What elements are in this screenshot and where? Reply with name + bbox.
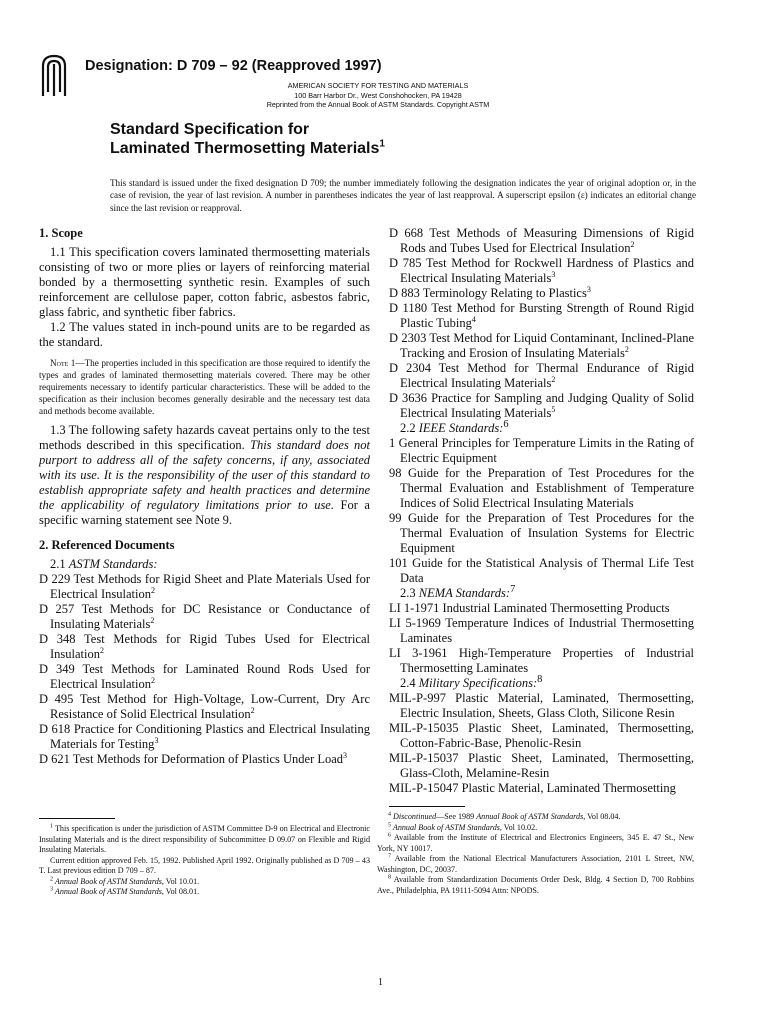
reference-footnote-ref: 5 bbox=[551, 404, 556, 414]
section-heading-scope: 1. Scope bbox=[39, 226, 83, 240]
reference-text: D 349 Test Methods for Laminated Round Rods Used for Electrical Insulation bbox=[39, 662, 370, 691]
sub-title: IEEE Standards: bbox=[418, 421, 504, 435]
footnote-text: Available from the Institute of Electrical and Electronics Engineers, 345 E. 47 St., New York, NY 10017. bbox=[377, 833, 694, 853]
sub-label: 2.2 bbox=[400, 421, 419, 435]
reference-item bbox=[389, 691, 694, 721]
reference-item bbox=[389, 646, 694, 676]
paragraph-1-2: 1.2 The values stated in inch-pound units are to be regarded as the standard. bbox=[39, 320, 370, 349]
reference-text: D 229 Test Methods for Rigid Sheet and Plate Materials Used for Electrical Insulation bbox=[39, 572, 370, 601]
footnote-rule bbox=[39, 818, 115, 819]
reference-footnote-ref: 2 bbox=[624, 344, 629, 354]
reference-text: D 348 Test Methods for Rigid Tubes Used for Electrical Insulation bbox=[39, 632, 370, 661]
footnote bbox=[39, 887, 370, 898]
intro-paragraph: This standard is issued under the fixed designation D 709; the number immediately following the designation indicates the year of original adoption or, in the case of revision, the year of last revision. A number in parentheses indicates the year of last reapproval. A superscript epsilon (ε) indicates an editorial change since the last revision or reapproval. bbox=[110, 178, 696, 213]
reference-item bbox=[389, 256, 694, 286]
sub-footnote-ref: 6 bbox=[503, 418, 509, 430]
reference-item bbox=[389, 361, 694, 391]
footnote bbox=[39, 824, 370, 856]
subsection-ieee bbox=[389, 418, 694, 436]
title-text: Laminated Thermosetting Materials bbox=[110, 140, 380, 157]
title-line-1: Standard Specification for bbox=[110, 121, 310, 138]
page-title bbox=[110, 120, 385, 158]
reference-footnote-ref: 2 bbox=[250, 705, 255, 715]
reference-text: MIL-P-15047 Plastic Material, Laminated Thermosetting bbox=[389, 781, 676, 795]
footnote-text: , Vol 10.01. bbox=[161, 876, 200, 886]
reference-item bbox=[389, 331, 694, 361]
reference-footnote-ref: 2 bbox=[151, 675, 156, 685]
sub-label: 2.4 bbox=[400, 676, 419, 690]
footnote-rule bbox=[389, 806, 465, 807]
reference-footnote-ref: 2 bbox=[630, 239, 635, 249]
footnotes-right bbox=[377, 812, 694, 896]
footnote bbox=[39, 877, 370, 888]
title-footnote-ref: 1 bbox=[379, 138, 385, 150]
reference-item bbox=[39, 602, 370, 632]
society-address bbox=[208, 81, 548, 110]
footnote-text: Available from Standardization Documents Order Desk, Bldg. 4 Section D, 700 Robbins Ave., Philadelphia, PA 19111-5094 Attn: NPODS. bbox=[377, 875, 694, 895]
reference-text: D 618 Practice for Conditioning Plastics and Electrical Insulating Materials for Testing bbox=[39, 722, 370, 751]
footnote-number: 1 bbox=[50, 823, 53, 830]
society-line: 100 Barr Harbor Dr., West Conshohocken, PA 19428 bbox=[294, 90, 462, 100]
p3-start: 1.3 The following safety hazards caveat pertains only to the test methods described in this specification. bbox=[39, 423, 370, 452]
footnote-number: 8 bbox=[388, 874, 391, 881]
footnote-number: 7 bbox=[388, 853, 391, 860]
footnote-number: 5 bbox=[388, 821, 391, 828]
reference-text: 101 Guide for the Statistical Analysis of Thermal Life Test Data bbox=[389, 556, 694, 585]
paragraph-1-3 bbox=[39, 423, 370, 528]
footnote-number: 4 bbox=[388, 811, 391, 818]
footnote-italic: Annual Book of ASTM Standards bbox=[53, 887, 162, 896]
sub-footnote-ref: 8 bbox=[537, 673, 543, 685]
footnote bbox=[377, 823, 694, 834]
footnote-text: This specification is under the jurisdiction of ASTM Committee D-9 on Electrical and Electronic Insulating Materials and is the direct responsibility of Subcommittee D 09.07 on Flexible and Rigid Insulating Materials. bbox=[39, 824, 370, 854]
reference-text: 98 Guide for the Preparation of Test Procedures for the Thermal Evaluation and Establishment of Temperature Indices of Solid Electrical Insulating Materials bbox=[389, 466, 694, 510]
p3-caveat: This standard does not purport to address all of the safety concerns, if any, associated with its use. It is the responsibility of the user of this standard to establish appropriate safety and health practices and determine the applicability of regulatory limitations prior to use. bbox=[39, 438, 370, 512]
sub-title: ASTM Standards: bbox=[68, 557, 158, 571]
footnote bbox=[377, 812, 694, 823]
reference-item bbox=[39, 572, 370, 602]
reference-text: LI 1-1971 Industrial Laminated Thermosetting Products bbox=[389, 601, 670, 615]
reference-footnote-ref: 2 bbox=[150, 615, 155, 625]
subsection-astm bbox=[39, 557, 370, 572]
reference-text: D 785 Test Method for Rockwell Hardness of Plastics and Electrical Insulating Materials bbox=[389, 256, 694, 285]
right-column bbox=[389, 226, 694, 796]
footnote-italic: Annual Book of ASTM Standards bbox=[391, 822, 500, 832]
footnote-text: —See 1989 bbox=[436, 812, 477, 821]
reference-text: MIL-P-15037 Plastic Sheet, Laminated, Thermosetting, Glass-Cloth, Melamine-Resin bbox=[389, 751, 694, 780]
note-label: Note 1 bbox=[50, 358, 76, 368]
reference-text: D 3636 Practice for Sampling and Judging Quality of Solid Electrical Insulating Materials bbox=[389, 391, 694, 420]
reference-item bbox=[389, 511, 694, 556]
footnote-text: , Vol 10.02. bbox=[499, 822, 538, 832]
reference-text: D 621 Test Methods for Deformation of Plastics Under Load bbox=[39, 752, 344, 766]
footnote bbox=[377, 854, 694, 875]
title-line-2 bbox=[110, 139, 385, 158]
astm-list-left bbox=[39, 572, 370, 767]
society-line: Reprinted from the Annual Book of ASTM Standards. Copyright ASTM bbox=[266, 100, 490, 109]
reference-text: D 257 Test Methods for DC Resistance or Conductance of Insulating Materials bbox=[39, 602, 370, 631]
reference-item bbox=[389, 226, 694, 256]
sub-label: 2.3 bbox=[400, 586, 419, 600]
ieee-list bbox=[389, 436, 694, 586]
astm-logo bbox=[39, 52, 69, 98]
p3-end: For a specific warning statement see Note 9. bbox=[39, 498, 370, 527]
reference-item bbox=[389, 781, 694, 796]
page-number: 1 bbox=[378, 977, 383, 988]
paragraph-1-1: 1.1 This specification covers laminated thermosetting materials consisting of two or more plies or layers of reinforcing material bonded by a thermosetting synthetic resin. Examples of such reinforcement are cellulose paper, cotton fabric, asbestos fabric, glass fabric, and synthetic fiber fabrics. bbox=[39, 245, 370, 319]
reference-item bbox=[389, 301, 694, 331]
reference-item bbox=[39, 692, 370, 722]
reference-footnote-ref: 4 bbox=[471, 314, 476, 324]
footnotes-left bbox=[39, 824, 370, 898]
sub-footnote-ref: 7 bbox=[510, 583, 516, 595]
footnote-italic: Annual Book of ASTM Standards bbox=[53, 876, 162, 886]
designation: Designation: D 709 – 92 (Reapproved 1997) bbox=[85, 58, 382, 74]
reference-text: D 2304 Test Method for Thermal Endurance of Rigid Electrical Insulating Materials bbox=[389, 361, 694, 390]
reference-text: D 668 Test Methods of Measuring Dimensions of Rigid Rods and Tubes Used for Electrical Insulation bbox=[389, 226, 694, 255]
sub-title: Military Specifications: bbox=[418, 676, 538, 690]
reference-text: MIL-P-15035 Plastic Sheet, Laminated, Thermosetting, Cotton-Fabric-Base, Phenolic-Resin bbox=[389, 721, 694, 750]
reference-text: MIL-P-997 Plastic Material, Laminated, Thermosetting, Electric Insulation, Sheets, Glass Cloth, Silicone Resin bbox=[389, 691, 694, 720]
reference-text: D 1180 Test Method for Bursting Strength of Round Rigid Plastic Tubing bbox=[389, 301, 694, 330]
reference-footnote-ref: 2 bbox=[151, 585, 156, 595]
reference-text: D 883 Terminology Relating to Plastics bbox=[389, 286, 587, 300]
reference-footnote-ref: 3 bbox=[154, 735, 159, 745]
note-1 bbox=[39, 357, 370, 417]
reference-item bbox=[389, 616, 694, 646]
reference-text: D 495 Test Method for High-Voltage, Low-Current, Dry Arc Resistance of Solid Electrical Insulation bbox=[39, 692, 370, 721]
footnote bbox=[377, 875, 694, 896]
reference-item bbox=[389, 601, 694, 616]
sub-label: 2.1 bbox=[50, 557, 69, 571]
society-line: AMERICAN SOCIETY FOR TESTING AND MATERIALS bbox=[287, 81, 469, 90]
reference-item bbox=[389, 391, 694, 421]
reference-text: LI 5-1969 Temperature Indices of Industrial Thermosetting Laminates bbox=[389, 616, 694, 645]
reference-item bbox=[39, 722, 370, 752]
reference-text: D 2303 Test Method for Liquid Contaminant, Inclined-Plane Tracking and Erosion of Insulating Materials bbox=[389, 331, 694, 360]
footnote-italic: Discontinued bbox=[391, 812, 437, 821]
footnote-text: , Vol 08.04. bbox=[583, 812, 621, 821]
reference-item bbox=[389, 286, 694, 301]
footnote-number: 3 bbox=[50, 886, 53, 893]
reference-text: 99 Guide for the Preparation of Test Procedures for the Thermal Evaluation of Insulation Systems for Electric Equipment bbox=[389, 511, 694, 555]
reference-item bbox=[389, 556, 694, 586]
footnote-text: Available from the National Electrical Manufacturers Association, 2101 L Street, NW, Washington, DC, 20037. bbox=[377, 854, 694, 874]
reference-footnote-ref: 2 bbox=[551, 374, 556, 384]
reference-item bbox=[389, 751, 694, 781]
footnote-text: Current edition approved Feb. 15, 1992. Published April 1992. Originally published as D 709 – 43 T. Last previous edition D 709 – 87. bbox=[39, 855, 370, 875]
reference-item bbox=[39, 632, 370, 662]
footnote bbox=[377, 833, 694, 854]
reference-footnote-ref: 3 bbox=[551, 269, 556, 279]
left-column bbox=[39, 226, 370, 767]
footnote-italic: Annual Book of ASTM Standards bbox=[476, 812, 584, 821]
reference-text: 1 General Principles for Temperature Limits in the Rating of Electric Equipment bbox=[389, 436, 694, 465]
footnote bbox=[39, 856, 370, 877]
footnote-number: 6 bbox=[388, 832, 391, 839]
reference-footnote-ref: 3 bbox=[343, 750, 348, 760]
section-heading-refdocs: 2. Referenced Documents bbox=[39, 538, 175, 552]
reference-footnote-ref: 3 bbox=[586, 284, 591, 294]
sub-title: NEMA Standards: bbox=[418, 586, 511, 600]
reference-item bbox=[389, 721, 694, 751]
reference-item bbox=[39, 752, 370, 767]
note-text: —The properties included in this specification are those required to identify the types and grades of laminated thermosetting materials covered. There may be other requirements necessary to identify particular characteristics. These will be added to the specification as their inclusion becomes generally desirable and the necessary test data and methods become available. bbox=[39, 358, 370, 416]
reference-item bbox=[389, 436, 694, 466]
reference-item bbox=[389, 466, 694, 511]
mil-list bbox=[389, 691, 694, 796]
astm-list-right bbox=[389, 226, 694, 421]
nema-list bbox=[389, 601, 694, 676]
subsection-nema bbox=[389, 583, 694, 601]
reference-item bbox=[39, 662, 370, 692]
reference-text: LI 3-1961 High-Temperature Properties of Industrial Thermosetting Laminates bbox=[389, 646, 694, 675]
subsection-mil bbox=[389, 673, 694, 691]
reference-footnote-ref: 2 bbox=[100, 645, 104, 655]
footnote-text: , Vol 08.01. bbox=[161, 887, 200, 896]
footnote-number: 2 bbox=[50, 875, 53, 882]
